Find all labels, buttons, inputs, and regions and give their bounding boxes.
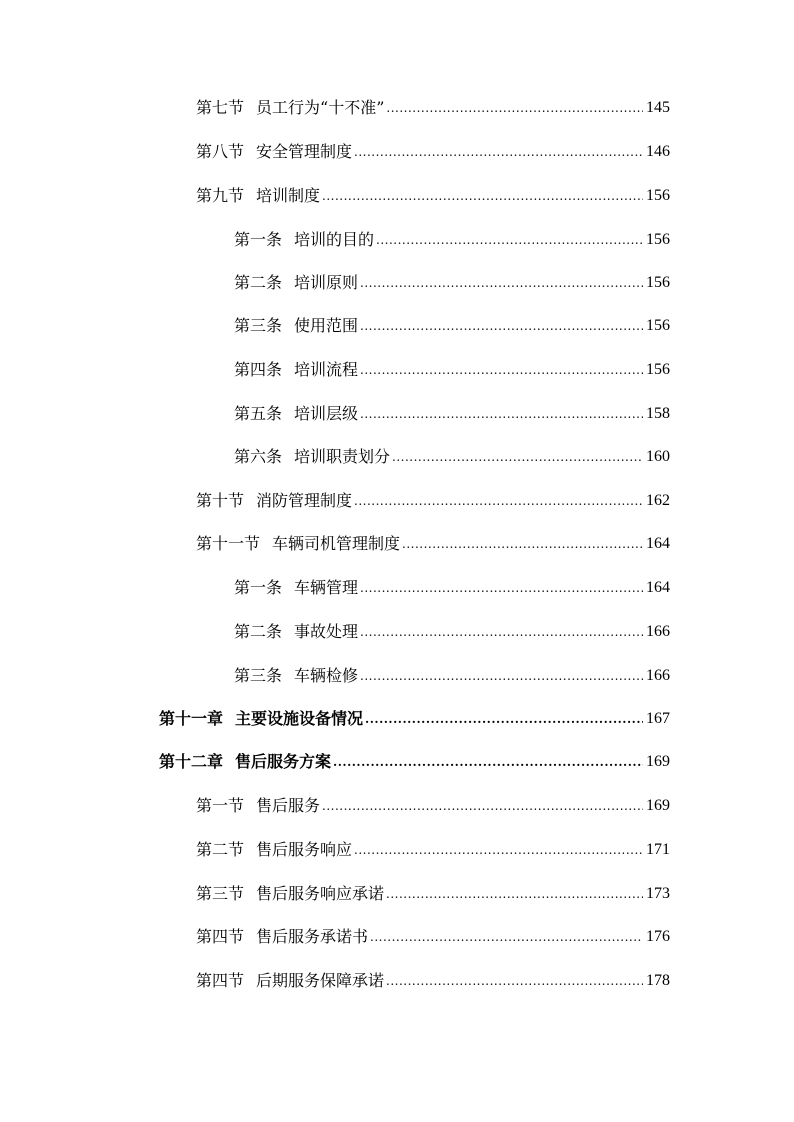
toc-entry-section-11[interactable] bbox=[196, 530, 670, 554]
toc-entry-number: 第四节 bbox=[196, 927, 245, 946]
toc-entry-title: 培训制度 bbox=[256, 186, 321, 205]
toc-entry-title: 培训层级 bbox=[294, 404, 359, 423]
toc-entry-number: 第四条 bbox=[234, 360, 283, 379]
toc-entry-page: 171 bbox=[646, 841, 670, 858]
dot-leader bbox=[392, 451, 643, 463]
toc-entry-page: 178 bbox=[646, 972, 670, 989]
toc-entry-page: 156 bbox=[646, 317, 670, 334]
toc-entry-title: 售后服务方案 bbox=[235, 752, 332, 771]
toc-entry-page: 166 bbox=[646, 623, 670, 640]
toc-entry-section-10[interactable] bbox=[196, 487, 670, 511]
toc-entry-title: 后期服务保障承诺 bbox=[256, 971, 385, 990]
dot-leader bbox=[360, 408, 643, 420]
toc-entry-number: 第二节 bbox=[196, 840, 245, 859]
toc-entry-article-6[interactable] bbox=[234, 443, 670, 467]
toc-entry-title: 车辆管理 bbox=[294, 578, 359, 597]
toc-entry-title: 消防管理制度 bbox=[256, 491, 353, 510]
toc-entry-article-2[interactable] bbox=[234, 269, 670, 293]
toc-entry-title: 售后服务响应 bbox=[256, 840, 353, 859]
toc-entry-page: 156 bbox=[646, 274, 670, 291]
dot-leader bbox=[354, 146, 643, 158]
toc-entry-title: 培训原则 bbox=[294, 273, 359, 292]
dot-leader bbox=[322, 800, 643, 812]
toc-entry-page: 156 bbox=[646, 361, 670, 378]
toc-entry-title: 车辆检修 bbox=[294, 666, 359, 685]
toc-entry-title: 售后服务承诺书 bbox=[256, 927, 369, 946]
toc-entry-number: 第一节 bbox=[196, 796, 245, 815]
toc-entry-title: 安全管理制度 bbox=[256, 142, 353, 161]
toc-entry-number: 第七节 bbox=[196, 98, 245, 117]
toc-entry-title: 使用范围 bbox=[294, 316, 359, 335]
toc-entry-section-7[interactable] bbox=[196, 94, 670, 118]
toc-entry-section-9[interactable] bbox=[196, 182, 670, 206]
toc-entry-page: 156 bbox=[646, 187, 670, 204]
toc-entry-number: 第十二章 bbox=[159, 752, 224, 771]
toc-entry-section-2[interactable] bbox=[196, 836, 670, 860]
dot-leader bbox=[360, 670, 643, 682]
toc-entry-article-1[interactable] bbox=[234, 226, 670, 250]
toc-entry-number: 第二条 bbox=[234, 622, 283, 641]
toc-entry-number: 第一条 bbox=[234, 230, 283, 249]
dot-leader bbox=[354, 495, 643, 507]
toc-entry-section-1[interactable] bbox=[196, 792, 670, 816]
toc-entry-page: 145 bbox=[646, 99, 670, 116]
toc-entry-number: 第十一节 bbox=[196, 534, 261, 553]
toc-entry-number: 第十节 bbox=[196, 491, 245, 510]
toc-entry-number: 第九节 bbox=[196, 186, 245, 205]
toc-entry-number: 第三条 bbox=[234, 666, 283, 685]
toc-entry-title: 主要设施设备情况 bbox=[235, 709, 364, 728]
dot-leader bbox=[354, 844, 643, 856]
toc-entry-title: 员工行为“十不准” bbox=[256, 98, 385, 117]
toc-entry-page: 158 bbox=[646, 405, 670, 422]
toc-entry-section-3[interactable] bbox=[196, 880, 670, 904]
dot-leader bbox=[360, 320, 643, 332]
toc-entry-chapter-12[interactable] bbox=[159, 748, 670, 772]
dot-leader bbox=[322, 190, 643, 202]
toc-entry-number: 第十一章 bbox=[159, 709, 224, 728]
toc-entry-page: 173 bbox=[646, 885, 670, 902]
dot-leader bbox=[370, 931, 643, 943]
toc-entry-number: 第二条 bbox=[234, 273, 283, 292]
toc-entry-title: 培训的目的 bbox=[294, 230, 375, 249]
toc-entry-page: 169 bbox=[646, 753, 670, 770]
toc-entry-title: 车辆司机管理制度 bbox=[272, 534, 401, 553]
toc-entry-page: 164 bbox=[646, 579, 670, 596]
toc-entry-page: 176 bbox=[646, 928, 670, 945]
toc-entry-article-1b[interactable] bbox=[234, 574, 670, 598]
toc-entry-number: 第三节 bbox=[196, 884, 245, 903]
dot-leader bbox=[360, 277, 643, 289]
dot-leader bbox=[360, 626, 643, 638]
toc-entry-chapter-11[interactable] bbox=[159, 705, 670, 729]
toc-entry-number: 第三条 bbox=[234, 316, 283, 335]
dot-leader bbox=[333, 756, 643, 768]
dot-leader bbox=[386, 888, 643, 900]
dot-leader bbox=[376, 234, 643, 246]
toc-entry-title: 培训职责划分 bbox=[294, 447, 391, 466]
dot-leader bbox=[386, 975, 643, 987]
toc-entry-page: 156 bbox=[646, 231, 670, 248]
toc-entry-number: 第六条 bbox=[234, 447, 283, 466]
dot-leader bbox=[360, 364, 643, 376]
toc-entry-page: 146 bbox=[646, 143, 670, 160]
toc-entry-number: 第一条 bbox=[234, 578, 283, 597]
toc-entry-title: 培训流程 bbox=[294, 360, 359, 379]
toc-entry-title: 事故处理 bbox=[294, 622, 359, 641]
toc-entry-section-4b[interactable] bbox=[196, 967, 670, 991]
toc-entry-section-4[interactable] bbox=[196, 923, 670, 947]
dot-leader bbox=[360, 582, 643, 594]
toc-entry-page: 162 bbox=[646, 492, 670, 509]
toc-entry-page: 164 bbox=[646, 535, 670, 552]
toc-entry-page: 167 bbox=[646, 710, 670, 727]
toc-entry-article-3[interactable] bbox=[234, 312, 670, 336]
toc-entry-article-2b[interactable] bbox=[234, 618, 670, 642]
toc-entry-number: 第五条 bbox=[234, 404, 283, 423]
toc-entry-article-3b[interactable] bbox=[234, 662, 670, 686]
dot-leader bbox=[402, 538, 643, 550]
toc-entry-page: 169 bbox=[646, 797, 670, 814]
dot-leader bbox=[365, 713, 643, 725]
dot-leader bbox=[386, 102, 643, 114]
toc-entry-title: 售后服务 bbox=[256, 796, 321, 815]
toc-entry-article-5[interactable] bbox=[234, 400, 670, 424]
toc-entry-title: 售后服务响应承诺 bbox=[256, 884, 385, 903]
toc-entry-number: 第四节 bbox=[196, 971, 245, 990]
toc-entry-section-8[interactable] bbox=[196, 138, 670, 162]
toc-entry-page: 160 bbox=[646, 448, 670, 465]
toc-entry-page: 166 bbox=[646, 667, 670, 684]
toc-entry-article-4[interactable] bbox=[234, 356, 670, 380]
toc-entry-number: 第八节 bbox=[196, 142, 245, 161]
